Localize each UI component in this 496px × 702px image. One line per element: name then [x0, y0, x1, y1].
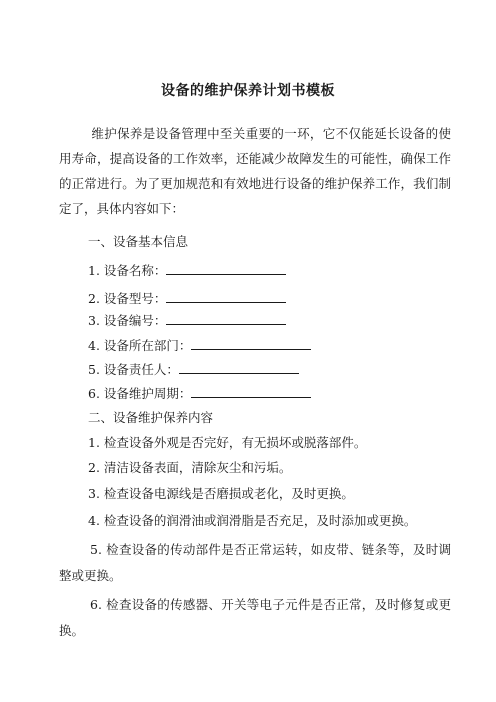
- maintenance-item: 2. 清洁设备表面，清除灰尘和污垢。: [88, 460, 292, 475]
- field-label: 1. 设备名称：: [88, 263, 167, 278]
- maintenance-item-text: 5. 检查设备的传动部件是否正常运转，如皮带、链条等，及时调整或更换。: [59, 542, 451, 583]
- maintenance-item-wrapped: [59, 592, 451, 644]
- section2-heading: 二、设备维护保养内容: [88, 410, 214, 425]
- maintenance-item-text: 6. 检查设备的传感器、开关等电子元件是否正常，及时修复或更换。: [59, 597, 451, 638]
- fill-in-blank: [166, 312, 286, 325]
- maintenance-item: 4. 检查设备的润滑油或润滑脂是否充足，及时添加或更换。: [88, 513, 417, 528]
- field-maintenance-cycle: [88, 385, 311, 402]
- field-device-number: [88, 312, 286, 329]
- section1-heading: 一、设备基本信息: [88, 234, 189, 249]
- field-label: 3. 设备编号：: [88, 313, 167, 328]
- fill-in-blank: [191, 337, 311, 350]
- intro-paragraph: [59, 121, 451, 221]
- fill-in-blank: [166, 290, 286, 303]
- maintenance-item-wrapped: [59, 537, 451, 589]
- field-label: 6. 设备维护周期：: [88, 386, 192, 401]
- fill-in-blank: [191, 385, 311, 398]
- field-label: 2. 设备型号：: [88, 291, 167, 306]
- field-device-model: [88, 290, 286, 307]
- field-label: 4. 设备所在部门：: [88, 338, 192, 353]
- intro-text: 维护保养是设备管理中至关重要的一环，它不仅能延长设备的使用寿命，提高设备的工作效率，还能减少故障发生的可能性，确保工作的正常进行。为了更加规范和有效地进行设备的维护保养工作，我们制定了，具体内容如下：: [59, 126, 451, 216]
- field-device-name: [88, 262, 286, 279]
- document-title: 设备的维护保养计划书模板: [161, 83, 335, 99]
- field-device-owner: [88, 361, 299, 378]
- fill-in-blank: [166, 262, 286, 275]
- field-device-department: [88, 337, 311, 354]
- field-label: 5. 设备责任人：: [88, 362, 179, 377]
- maintenance-item: 1. 检查设备外观是否完好，有无损坏或脱落部件。: [88, 435, 367, 450]
- maintenance-item: 3. 检查设备电源线是否磨损或老化，及时更换。: [88, 486, 354, 501]
- fill-in-blank: [179, 361, 299, 374]
